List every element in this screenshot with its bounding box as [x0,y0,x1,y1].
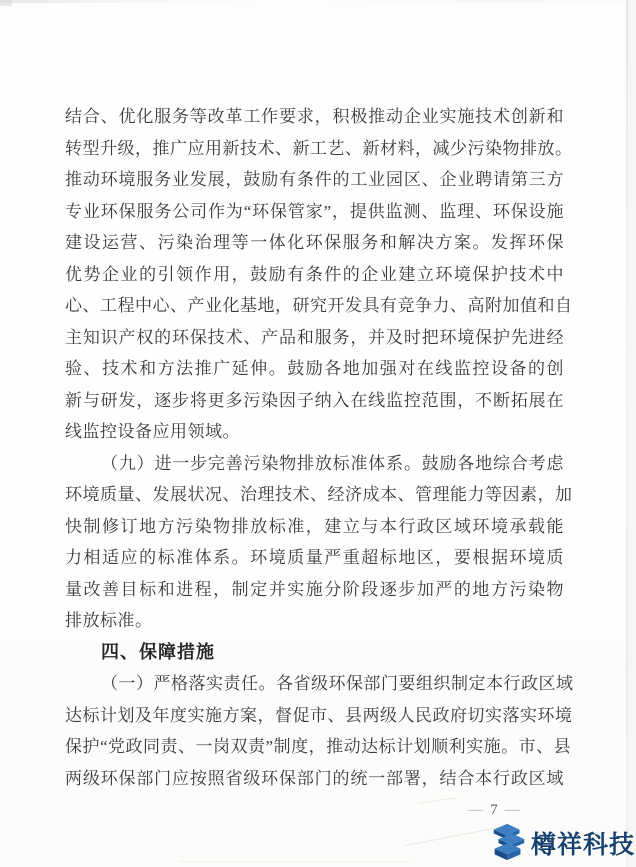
text-line: 转型升级，推广应用新技术、新工艺、新材料，减少污染物排放。 [65,138,573,158]
scan-page-edge-line [626,0,628,867]
page-number-dash: — [504,802,520,818]
text-line: 量改善目标和进程，制定并实施分阶段逐步加严的地方污染物 [65,579,564,599]
scan-crease [405,827,499,846]
page-number-dash: — [468,802,484,818]
text-line: 优势企业的引领作用，鼓励有条件的企业建立环境保护技术中 [65,264,564,284]
text-line: 达标计划及年度实施方案，督促市、县两级人民政府切实落实环境 [65,705,573,725]
text-line: 力相适应的标准体系。环境质量严重超标地区，要根据环境质 [65,548,564,567]
section-heading: 四、保障措施 [101,641,215,662]
text-line: 主知识产权的环保技术、产品和服务，并及时把环境保护先进经 [65,327,564,347]
text-line: 心、工程中心、产业化基地，研究开发具有竞争力、高附加值和自 [65,296,573,315]
watermark-text: 樽祥科技 [530,830,635,859]
text-line: 结合、优化服务等改革工作要求，积极推动企业实施技术创新和 [65,107,564,126]
document-body [65,101,574,794]
page-number-value: 7 [490,802,498,818]
page-number [446,799,542,821]
scan-crease [180,861,410,862]
scan-top-edge [0,0,636,3]
text-line: 排放标准。 [65,611,153,630]
watermark-logo [488,821,635,867]
text-line: 快制修订地方污染物排放标准，建立与本行政区域环境承载能 [65,516,564,536]
text-line-paragraph-start: （九）进一步完善污染物排放标准体系。鼓励各地综合考虑 [101,453,564,473]
text-line: 线监控设备应用领域。 [65,422,240,441]
text-line: 新与研发，逐步将更多污染因子纳入在线监控范围，不断拓展在 [65,390,564,410]
text-line: 两级环保部门应按照省级环保部门的统一部署，结合本行政区域 [65,768,564,788]
text-line: 保护“党政同责、一岗双责”制度，推动达标计划顺利实施。市、县 [65,737,572,756]
text-line: 验、技术和方法推广延伸。鼓励各地加强对在线监控设备的创 [65,359,564,378]
text-line: 推动环境服务业发展，鼓励有条件的工业园区、企业聘请第三方 [65,170,564,189]
scan-corner-speck [0,0,12,6]
scan-right-margin [627,0,636,867]
layer-stack-icon [488,821,530,867]
text-line: 环境质量、发展状况、治理技术、经济成本、管理能力等因素，加 [65,485,573,504]
text-line-paragraph-start: （一）严格落实责任。各省级环保部门要组织制定本行政区域 [101,674,574,693]
text-line: 建设运营、污染治理等一体化环保服务和解决方案。发挥环保 [65,233,564,252]
text-line: 专业环保服务公司作为“环保管家”，提供监测、监理、环保设施 [65,201,564,221]
